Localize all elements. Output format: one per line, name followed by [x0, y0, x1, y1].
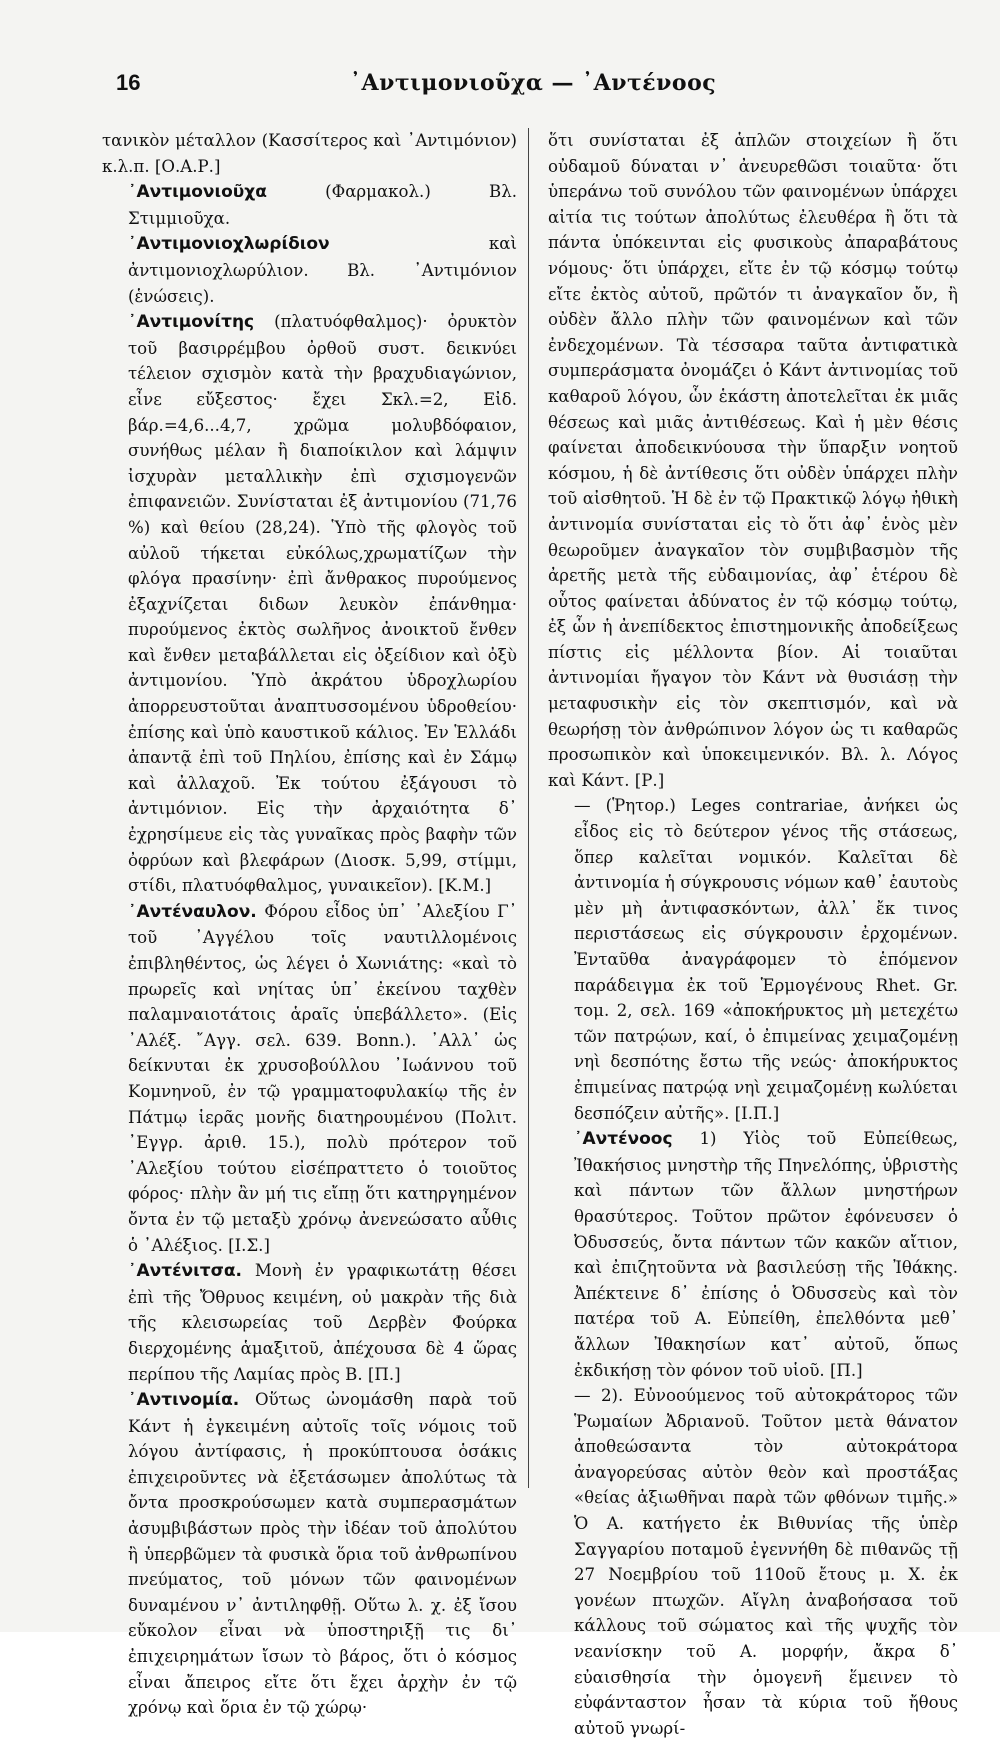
- page-number: 16: [116, 70, 141, 95]
- entry-headword: ᾿Αντένιτσα.: [128, 1261, 242, 1282]
- dictionary-entry: [102, 309, 517, 899]
- entry-continuation: [102, 128, 517, 179]
- dictionary-subentry: [548, 1383, 958, 1741]
- column-divider: [528, 128, 529, 1488]
- entry-headword: ᾿Αντιμονιοχλωρίδιον: [128, 234, 330, 255]
- dictionary-entry: [102, 231, 517, 309]
- dictionary-entry: [102, 1258, 517, 1387]
- entry-headword: ᾿Αντέναυλον.: [128, 901, 257, 922]
- entry-headword: ᾿Αντιμονίτης: [128, 312, 255, 333]
- entry-text: (Φαρμακολ.) Βλ. Στιμμιοῦχα.: [128, 182, 518, 228]
- left-column: [102, 128, 517, 1721]
- entry-headword: ᾿Αντινομία.: [128, 1390, 240, 1411]
- entry-text: — 2). Εὐνοούμενος τοῦ αὐτοκράτορος τῶν Ῥωμαίων Ἀδριανοῦ. Τοῦτον μετὰ θάνατον ἀποθεώσαντα τὸν αὐτοκράτορα ἀναγορεύσας αὐτὸν θεὸν καὶ προστάξας «θείας ἀξιωθῆναι παρὰ τῶν φθόνων τιμῆς.» Ὁ Α. κατήγετο ἐκ Βιθυνίας τῆς ὑπὲρ Σαγγαρίου ποταμοῦ ἐγεννήθη δὲ πιθανῶς τῇ 27 Νοεμβρίου τοῦ 110οῦ ἔτους μ. Χ. ἐκ γονέων πτωχῶν. Αἴγλη ἀναβοήσασα τοῦ κάλλους τοῦ σώματος καὶ τῆς ψυχῆς τὸν νεανίσκην τοῦ Α. μορφήν, ἄκρα δ᾿ εὐαισθησία τὴν ὁμογενῆ ἕμεινεν τὸ εὐφάνταστον ἦσαν τὰ κύρια τοῦ ἤθους αὐτοῦ γνωρί-: [574, 1386, 958, 1738]
- dictionary-entry: [102, 1387, 517, 1721]
- page-header: [88, 70, 960, 110]
- running-title: ᾿Αντιμονιοῦχα — ᾿Αντένοος: [350, 70, 717, 96]
- entry-continuation: [548, 128, 958, 793]
- entry-text: Μονὴ ἐν γραφικωτάτῃ θέσει ἐπὶ τῆς Ὄθρυος κειμένη, οὐ μακρὰν τῆς διὰ τῆς κλεισωρείας τοῦ Δερβὲν Φούρκα διερχομένης ἁμαξιτοῦ, ἀπέχουσα δὲ 4 ὥρας περίπου τῆς Λαμίας πρὸς Β. [Π.]: [128, 1261, 517, 1384]
- entry-text: Οὕτως ὠνομάσθη παρὰ τοῦ Κάντ ἡ ἐγκειμένη αὐτοῖς τοῖς νόμοις τοῦ λόγου ἀντίφασις, ἡ προκύπτουσα ὁσάκις ἐπιχειροῦντες νὰ ἐξετάσωμεν ἀπολύτως τὰ ὄντα προσκρούσωμεν κατὰ συμπερασμάτων ἀσυμβιβάστων πρὸς τὴν ἰδέαν τοῦ ἀπολύτου ἢ ὑπερβῶμεν τὰ φυσικὰ ὅρια τοῦ ἀνθρωπίνου πνεύματος, τοῦ μόνων τῶν φαινομένων δυναμένου ν᾿ ἀντιληφθῇ. Οὕτω λ. χ. ἐξ ἴσου εὔκολον εἶναι νὰ ὑποστηριξῇ τις δι᾿ ἐπιχειρημάτων ἴσων τὸ βάρος, ὅτι ὁ κόσμος εἶναι ἄπειρος εἴτε ὅτι ἔχει ἀρχὴν ἐν τῷ χρόνῳ καὶ ὅρια ἐν τῷ χώρῳ·: [128, 1390, 517, 1718]
- right-column: [548, 128, 958, 1741]
- entry-text: καὶ ἀντιμονιοχλωρύλιον. Βλ. ᾿Αντιμόνιον (ἑνώσεις).: [128, 234, 517, 306]
- entry-text: (πλατυόφθαλμος)· ὀρυκτὸν τοῦ βασιρρέμβου ὀρθοῦ συστ. δεικνύει τέλειον σχισμὸν κατὰ τὴν βραχυδιαγώνιον, εἶνε εὔξεστος· ἔχει Σκλ.=2, Εἰδ. βάρ.=4,6...4,7, χρῶμα μολυβδόφαιον, συνήθως μέλαν ἢ διαποίκιλον καὶ λάμψιν ἰσχυρὰν μεταλλικὴν ἐπὶ σχισμογενῶν ἐπιφανειῶν. Συνίσταται ἐξ ἀντιμονίου (71,76 %) καὶ θείου (28,24). Ὑπὸ τῆς φλογὸς τοῦ αὐλοῦ τήκεται εὐκόλως,χρωματίζων τὴν φλόγα πρασίνην· ἐπὶ ἄνθρακος πυρούμενος ἐξαχνίζεται διδων λευκὸν ἐπάνθημα· πυρούμενος ἐκτὸς σωλῆνος ἀνοικτοῦ ἔνθεν καὶ ἔνθεν μεταβάλλεται εἰς ὀξείδιον καὶ ὀξὺ ἀντιμονίου. Ὑπὸ ἀκράτου ὑδροχλωρίου ἀπορρευστοῦται ἀναπτυσσομένου ὑδροθείου· ἐπίσης καὶ ὑπὸ καυστικοῦ κάλιος. Ἐν Ἑλλάδι ἀπαντᾷ ἐπὶ τοῦ Πηλίου, ἐπίσης καὶ ἐν Σάμῳ καὶ ἀλλαχοῦ. Ἐκ τούτου ἐξάγουσι τὸ ἀντιμόνιον. Εἰς τὴν ἀρχαιότητα δ᾿ ἐχρησίμευε εἰς τὰς γυναῖκας πρὸς βαφὴν τῶν ὀφρύων καὶ βλεφάρων (Διοσκ. 5,99, στίμμι, στίδι, πλατυόφθαλμος, γυναικεῖον). [Κ.Μ.]: [128, 312, 518, 896]
- entry-text: 1) Υἱὸς τοῦ Εὐπείθεως, Ἰθακήσιος μνηστὴρ τῆς Πηνελόπης, ὑβριστὴς καὶ πάντων τῶν ἄλλων μνηστήρων θρασύτερος. Τοῦτον πρῶτον ἐφόνευσεν ὁ Ὀδυσσεύς, ὄντα πάντων τῶν κακῶν αἴτιον, καὶ ἐπιζητοῦντα νὰ βασιλεύσῃ τῆς Ἰθάκης. Ἀπέκτεινε δ᾿ ἐπίσης ὁ Ὀδυσσεὺς καὶ τὸν πατέρα τοῦ Α. Εὐπείθη, ἐπελθόντα μεθ᾿ ἄλλων Ἰθακησίων κατ᾿ αὐτοῦ, ὅπως ἐκδικήσῃ τὸν φόνον τοῦ υἱοῦ. [Π.]: [574, 1129, 958, 1380]
- dictionary-entry: [102, 899, 517, 1258]
- dictionary-subentry: [548, 793, 958, 1126]
- entry-text: ὅτι συνίσταται ἐξ ἁπλῶν στοιχείων ἢ ὅτι οὐδαμοῦ δύναται ν᾿ ἀνευρεθῶσι τοιαῦτα· ὅτι ὑπεράνω τοῦ συνόλου τῶν φαινομένων ὑπάρχει αἰτία τις τούτων ἀπολύτως ἐλευθέρα ἢ ὅτι τὰ πάντα ὑπόκεινται εἰς φυσικοὺς ἀπαραβάτους νόμους· ὅτι ὑπάρχει, εἴτε ἐν τῷ κόσμῳ τούτῳ εἴτε ἐκτὸς αὐτοῦ, πρῶτόν τι ἀναγκαῖον ὄν, ἢ οὐδὲν ἄλλο πλὴν τῶν φαινομένων καὶ τῶν ἐνδεχομένων. Τὰ τέσσαρα ταῦτα ἀντιφατικὰ συμπεράσματα ὀνομάζει ὁ Κάντ ἀντινομίας τοῦ καθαροῦ λόγου, ὧν ἑκάστη ἀποτελεῖται ἐκ μιᾶς θέσεως καὶ μιᾶς ἀντιθέσεως. Καὶ ἡ μὲν θέσις φαίνεται ἀποδεικνύουσα τὴν ὕπαρξιν νοητοῦ κόσμου, ἡ δὲ ἀντίθεσις ὅτι οὐδὲν ὑπάρχει πλὴν τοῦ αἰσθητοῦ. Ἡ δὲ ἐν τῷ Πρακτικῷ λόγῳ ἠθικὴ ἀντινομία συνίσταται εἰς τὸ ὅτι ἀφ᾿ ἑνὸς μὲν θεωροῦμεν ἀναγκαῖον τὸν συμβιβασμὸν τῆς ἀρετῆς μετὰ τῆς εὐδαιμονίας, ἀφ᾿ ἑτέρου δὲ οὗτος φαίνεται ἀδύνατος ἐν τῷ κόσμῳ τούτῳ, ἐξ ὧν ἡ ἀνεπίδεκτος ἐπιστημονικῆς ἀποδείξεως πίστις εἰς μέλλοντα βίον. Αἱ τοιαῦται ἀντινομίαι ἤγαγον τὸν Κάντ νὰ θυσιάσῃ τὴν μεταφυσικὴν εἰς τὸν σκεπτισμόν, καὶ νὰ θεωρήσῃ τὸν ἀνθρώπινον λόγον ὡς τι καθαρῶς προσωπικὸν καὶ ὑποκειμενικόν. Βλ. λ. Λόγος καὶ Κάντ. [Ρ.]: [548, 131, 958, 790]
- entry-headword: ᾿Αντένοος: [574, 1129, 673, 1150]
- dictionary-entry: [102, 179, 517, 231]
- entry-headword: ᾿Αντιμονιοῦχα: [128, 182, 267, 203]
- entry-text: — (Ῥητορ.) Leges contrariae, ἀνήκει ὡς εἶδος εἰς τὸ δεύτερον γένος τῆς στάσεως, ὅπερ καλεῖται νομικόν. Καλεῖται δὲ ἀντινομία ἡ σύγκρουσις νόμων καθ᾿ ἑαυτοὺς μὲν μὴ ἀντιφασκόντων, ἀλλ᾿ ἔκ τινος περιστάσεως εἰς σύγκρουσιν ἐρχομένων. Ἐνταῦθα ἀναγράφομεν τὸ ἑπόμενον παράδειγμα ἐκ τοῦ Ἑρμογένους Rhet. Gr. τομ. 2, σελ. 169 «ἀποκήρυκτος μὴ μετεχέτω τῶν πατρῴων, καί, ὁ ἐπιμείνας χειμαζομένῃ νηὶ δεσπότης ἔστω τῆς νεώς· ἀποκήρυκτος ἐπιμείνας πατρῴᾳ νηὶ χειμαζομένῃ κωλύεται δεσπόζειν αὐτῆς». [Ι.Π.]: [574, 796, 958, 1123]
- entry-text: τανικὸν μέταλλον (Κασσίτερος καὶ ᾿Αντιμόνιον) κ.λ.π. [Ο.Α.Ρ.]: [102, 131, 517, 176]
- entry-text: Φόρου εἶδος ὑπ᾿ ᾿Αλεξίου Γ᾿ τοῦ ᾿Αγγέλου τοῖς ναυτιλλομένοις ἐπιβληθέντος, ὡς λέγει ὁ Χωνιάτης: «καὶ τὸ πρωρεῖς καὶ νηίτας ὑπ᾿ ἐκείνου ταχθὲν παλαμναιοτάτοις ἁραῖς ὑπεβάλλετο». (Εἰς ᾿Αλέξ. ῎Αγγ. σελ. 639. Bonn.). ᾿Αλλ᾿ ὡς δείκνυται ἐκ χρυσοβούλλου ᾿Ιωάννου τοῦ Κομνηνοῦ, ἐν τῷ γραμματοφυλακίῳ τῆς ἐν Πάτμῳ ἱερᾶς μονῆς διατηρουμένου (Πολιτ. ᾿Εγγρ. ἀριθ. 15.), πολὺ πρότερον τοῦ ᾿Αλεξίου τούτου εἰσέπραττετο ὁ τοιοῦτος φόρος· πλὴν ἂν μή τις εἴπῃ ὅτι κατηργημένον ὄντα ἐν τῷ μεταξὺ χρόνῳ ἀνενεώσατο αὖθις ὁ ᾿Αλέξιος. [Ι.Σ.]: [128, 901, 517, 1255]
- dictionary-entry: [548, 1126, 958, 1383]
